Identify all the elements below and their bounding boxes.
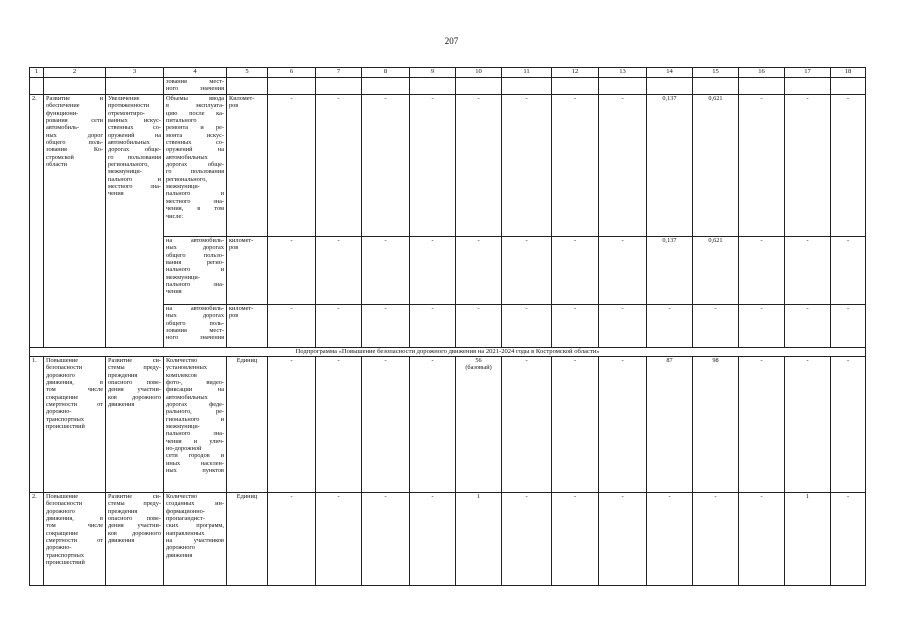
row-number: 1. xyxy=(30,357,44,493)
unit-cell: Единиц xyxy=(227,493,268,586)
col-header-11: 11 xyxy=(502,68,552,78)
value-cell: - xyxy=(831,305,866,348)
col-header-17: 17 xyxy=(785,68,831,78)
value-cell: - xyxy=(502,237,552,305)
value-cell: - xyxy=(362,95,410,237)
col-header-9: 9 xyxy=(410,68,456,78)
value-cell: 1 xyxy=(456,493,502,586)
value-cell: - xyxy=(785,95,831,237)
value-cell: - xyxy=(739,237,785,305)
value-cell: - xyxy=(410,357,456,493)
value-cell-baseline: 56 (базовый) xyxy=(456,357,502,493)
value-cell: - xyxy=(599,95,647,237)
value-cell: - xyxy=(739,493,785,586)
col-header-5: 5 xyxy=(227,68,268,78)
value-cell: - xyxy=(410,305,456,348)
value-cell: - xyxy=(268,357,316,493)
value-cell: - xyxy=(693,493,739,586)
value-cell: - xyxy=(316,357,362,493)
value-cell: - xyxy=(362,493,410,586)
value-cell: - xyxy=(739,357,785,493)
value-cell: - xyxy=(502,95,552,237)
col-header-3: 3 xyxy=(106,68,164,78)
subprogram-row xyxy=(30,348,866,357)
value-cell: - xyxy=(362,305,410,348)
indicator-cell: Количество установленных комплексов фото-, видео- фиксации на автомобильных дорогах феде- рального, ре- гионального и межмуници- пального зна- чения и улич- но-дорожной сети городов и иных населен- ных пунктов xyxy=(164,357,227,493)
value-cell: - xyxy=(647,305,693,348)
indicator-cell: зования мест- ного значения xyxy=(164,78,227,95)
value-cell: - xyxy=(316,493,362,586)
value-cell: - xyxy=(785,237,831,305)
col-header-16: 16 xyxy=(739,68,785,78)
value-cell: - xyxy=(552,357,599,493)
result-cell: Увеличение протяженности отремонтиро- ванных искус- ственных со- оружений на автомобильных дорогах обще- го пользования регионального, межмуници- пального и местного зна- чения xyxy=(106,95,164,348)
col-header-6: 6 xyxy=(268,68,316,78)
indicator-cell: Количество созданных ин- формационно- пропагандист- ских программ, направленных на участников дорожного движения xyxy=(164,493,227,586)
value-cell: - xyxy=(599,493,647,586)
unit-cell: Единиц xyxy=(227,357,268,493)
subprogram-title: Подпрограмма «Повышение безопасности дорожного движения на 2021-2024 годы в Костромской области» xyxy=(30,348,866,357)
unit-cell: километ- ров xyxy=(227,237,268,305)
col-header-12: 12 xyxy=(552,68,599,78)
value-cell: - xyxy=(502,305,552,348)
value-cell: - xyxy=(502,357,552,493)
value-cell: - xyxy=(693,305,739,348)
task-cell: Повышение безопасности дорожного движения, в том числе сокращение смертности от дорожно- транспортных происшествий xyxy=(44,357,106,493)
value-cell: - xyxy=(316,95,362,237)
col-header-4: 4 xyxy=(164,68,227,78)
value-cell: 87 xyxy=(647,357,693,493)
value-cell: - xyxy=(599,305,647,348)
unit-cell: километ- ров xyxy=(227,305,268,348)
value-cell: - xyxy=(316,237,362,305)
value-cell: - xyxy=(739,95,785,237)
value-cell: - xyxy=(552,95,599,237)
unit-cell: Километ- ров xyxy=(227,95,268,237)
value-cell: - xyxy=(831,493,866,586)
col-header-15: 15 xyxy=(693,68,739,78)
indicators-table xyxy=(29,67,866,586)
value-cell: - xyxy=(647,493,693,586)
value-cell: - xyxy=(456,95,502,237)
indicator-cell: на автомобиль- ных дорогах общего поль- зования мест- ного значения xyxy=(164,305,227,348)
value-cell: - xyxy=(785,357,831,493)
value-cell: - xyxy=(785,305,831,348)
value-cell: 0,621 xyxy=(693,237,739,305)
col-header-10: 10 xyxy=(456,68,502,78)
value-cell: - xyxy=(268,305,316,348)
col-header-2: 2 xyxy=(44,68,106,78)
value-cell: - xyxy=(410,237,456,305)
value-cell: 1 xyxy=(785,493,831,586)
value-cell: - xyxy=(268,237,316,305)
result-cell: Развитие си- стемы преду- преждения опасного пове- дения участни- ков дорожного движения xyxy=(106,493,164,586)
table-row-continuation xyxy=(30,78,866,95)
indicator-cell: на автомобиль- ных дорогах общего пользо- вания регио- нального и межмуници- пального зна- чения xyxy=(164,237,227,305)
page-number: 207 xyxy=(444,36,459,46)
value-cell: - xyxy=(831,95,866,237)
value-cell: - xyxy=(410,493,456,586)
value-cell: 0,621 xyxy=(693,95,739,237)
value-cell: - xyxy=(739,305,785,348)
value-cell: - xyxy=(552,305,599,348)
value-cell: 98 xyxy=(693,357,739,493)
value-cell: - xyxy=(268,95,316,237)
value-cell: 0,137 xyxy=(647,95,693,237)
value-cell: - xyxy=(552,493,599,586)
value-cell: - xyxy=(831,237,866,305)
value-cell: - xyxy=(316,305,362,348)
value-cell: - xyxy=(268,493,316,586)
col-header-14: 14 xyxy=(647,68,693,78)
value-cell: - xyxy=(552,237,599,305)
value-cell: - xyxy=(599,357,647,493)
col-header-13: 13 xyxy=(599,68,647,78)
table-row xyxy=(30,95,866,237)
row-number: 2. xyxy=(30,493,44,586)
value-cell: - xyxy=(362,237,410,305)
value-cell: - xyxy=(831,357,866,493)
value-cell: - xyxy=(599,237,647,305)
col-header-7: 7 xyxy=(316,68,362,78)
indicator-cell: Объемы ввода в эксплуата- цию после ка- питального ремонта и ре- монта искус- ственных со- оружений на автомобильных дорогах обще- го пользования регионального, межмуници- пального и местного зна- чения, в том числе: xyxy=(164,95,227,237)
value-cell: - xyxy=(502,493,552,586)
value-cell: - xyxy=(410,95,456,237)
col-header-1: 1 xyxy=(30,68,44,78)
col-header-8: 8 xyxy=(362,68,410,78)
value-cell: - xyxy=(456,305,502,348)
row-number: 2. xyxy=(30,95,44,348)
task-cell: Развитие и обеспечение функциони- рования сети автомобиль- ных дорог общего поль- зования Ко- стромской области xyxy=(44,95,106,348)
value-cell: - xyxy=(362,357,410,493)
column-number-row xyxy=(30,68,866,78)
value-cell: 0,137 xyxy=(647,237,693,305)
col-header-18: 18 xyxy=(831,68,866,78)
table-row xyxy=(30,493,866,586)
task-cell: Повышение безопасности дорожного движения, в том числе сокращение смертности от дорожно- транспортных происшествий xyxy=(44,493,106,586)
result-cell: Развитие си- стемы преду- преждения опасного пове- дения участни- ков дорожного движения xyxy=(106,357,164,493)
value-cell: - xyxy=(456,237,502,305)
table-row xyxy=(30,357,866,493)
